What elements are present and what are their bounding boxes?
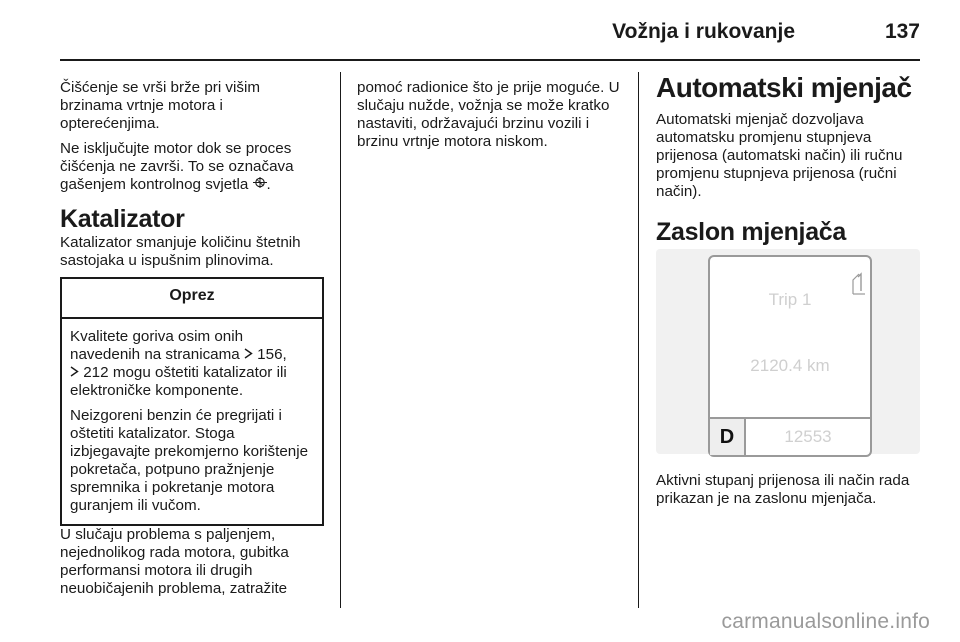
column-divider	[638, 72, 639, 608]
page-reference[interactable]: 212	[83, 364, 109, 381]
trip-value: 2120.4 km	[750, 356, 830, 375]
paragraph: Katalizator smanjuje količinu štetnih sastojaka u ispušnim plinovima.	[60, 234, 301, 269]
caution-paragraph	[70, 328, 316, 400]
paragraph-text: .	[266, 176, 271, 193]
trip-label: Trip 1	[768, 290, 812, 309]
caution-paragraph: Neizgoreni benzin će pregrijati i oštetiti katalizator. Stoga izbjegavajte prekomjerno korištenje pokretača, potpuno pražnjenje spremnika i pokretanje motora guranjem ili vučom.	[70, 407, 309, 514]
subsection-heading: Zaslon mjenjača	[656, 218, 847, 246]
page-header-title: Vožnja i rukovanje	[612, 20, 795, 43]
filter-lamp-icon	[253, 176, 267, 194]
paragraph	[60, 140, 326, 194]
paragraph-text: Ne isključujte motor dok se proces čišćenja ne završi. To se označava gašenjem kontrolnog svjetla	[60, 140, 294, 193]
paragraph: U slučaju problema s paljenjem, nejednolikog rada motora, gubitka performansi motora ili drugih neuobičajenih problema, zatražite	[60, 526, 289, 597]
section-heading: Katalizator	[60, 205, 185, 233]
paragraph: pomoć radionice što je prije moguće. U slučaju nužde, vožnja se može kratko nastaviti, održavajući brzinu vozili i brzinu vrtnje motora niskom.	[357, 79, 620, 150]
paragraph: Automatski mjenjač dozvoljava automatsku promjenu stupnjeva prijenosa (automatski način) ili ručnu promjenu stupnjeva prijenosa (ručni način).	[656, 111, 903, 200]
transmission-display-illustration	[656, 249, 920, 454]
page-number: 137	[884, 20, 920, 43]
caution-body	[62, 319, 322, 524]
column-right	[656, 72, 924, 515]
column-middle	[357, 79, 625, 158]
page-reference-icon	[70, 364, 79, 382]
caution-text: mogu oštetiti katalizator ili elektroničke komponente.	[70, 364, 287, 399]
caution-box	[60, 277, 324, 526]
caution-title: Oprez	[62, 279, 322, 319]
gear-indicator: D	[710, 419, 746, 455]
odometer-value: 12553	[784, 427, 832, 446]
display-screen	[708, 255, 872, 457]
section-heading: Automatski mjenjač	[656, 72, 912, 103]
page-reference-icon	[244, 346, 253, 364]
column-divider	[340, 72, 341, 608]
watermark: carmanualsonline.info	[721, 610, 930, 633]
paragraph: Čišćenje se vrši brže pri višim brzinama vrtnje motora i opterećenjima.	[60, 79, 261, 132]
column-left	[60, 79, 326, 605]
header-rule	[60, 59, 920, 61]
caution-text: Kvalitete goriva osim onih navedenih na stranicama	[70, 328, 244, 363]
page-reference[interactable]: 156,	[257, 346, 287, 363]
figure-caption: Aktivni stupanj prijenosa ili način rada prikazan je na zaslonu mjenjača.	[656, 472, 910, 507]
